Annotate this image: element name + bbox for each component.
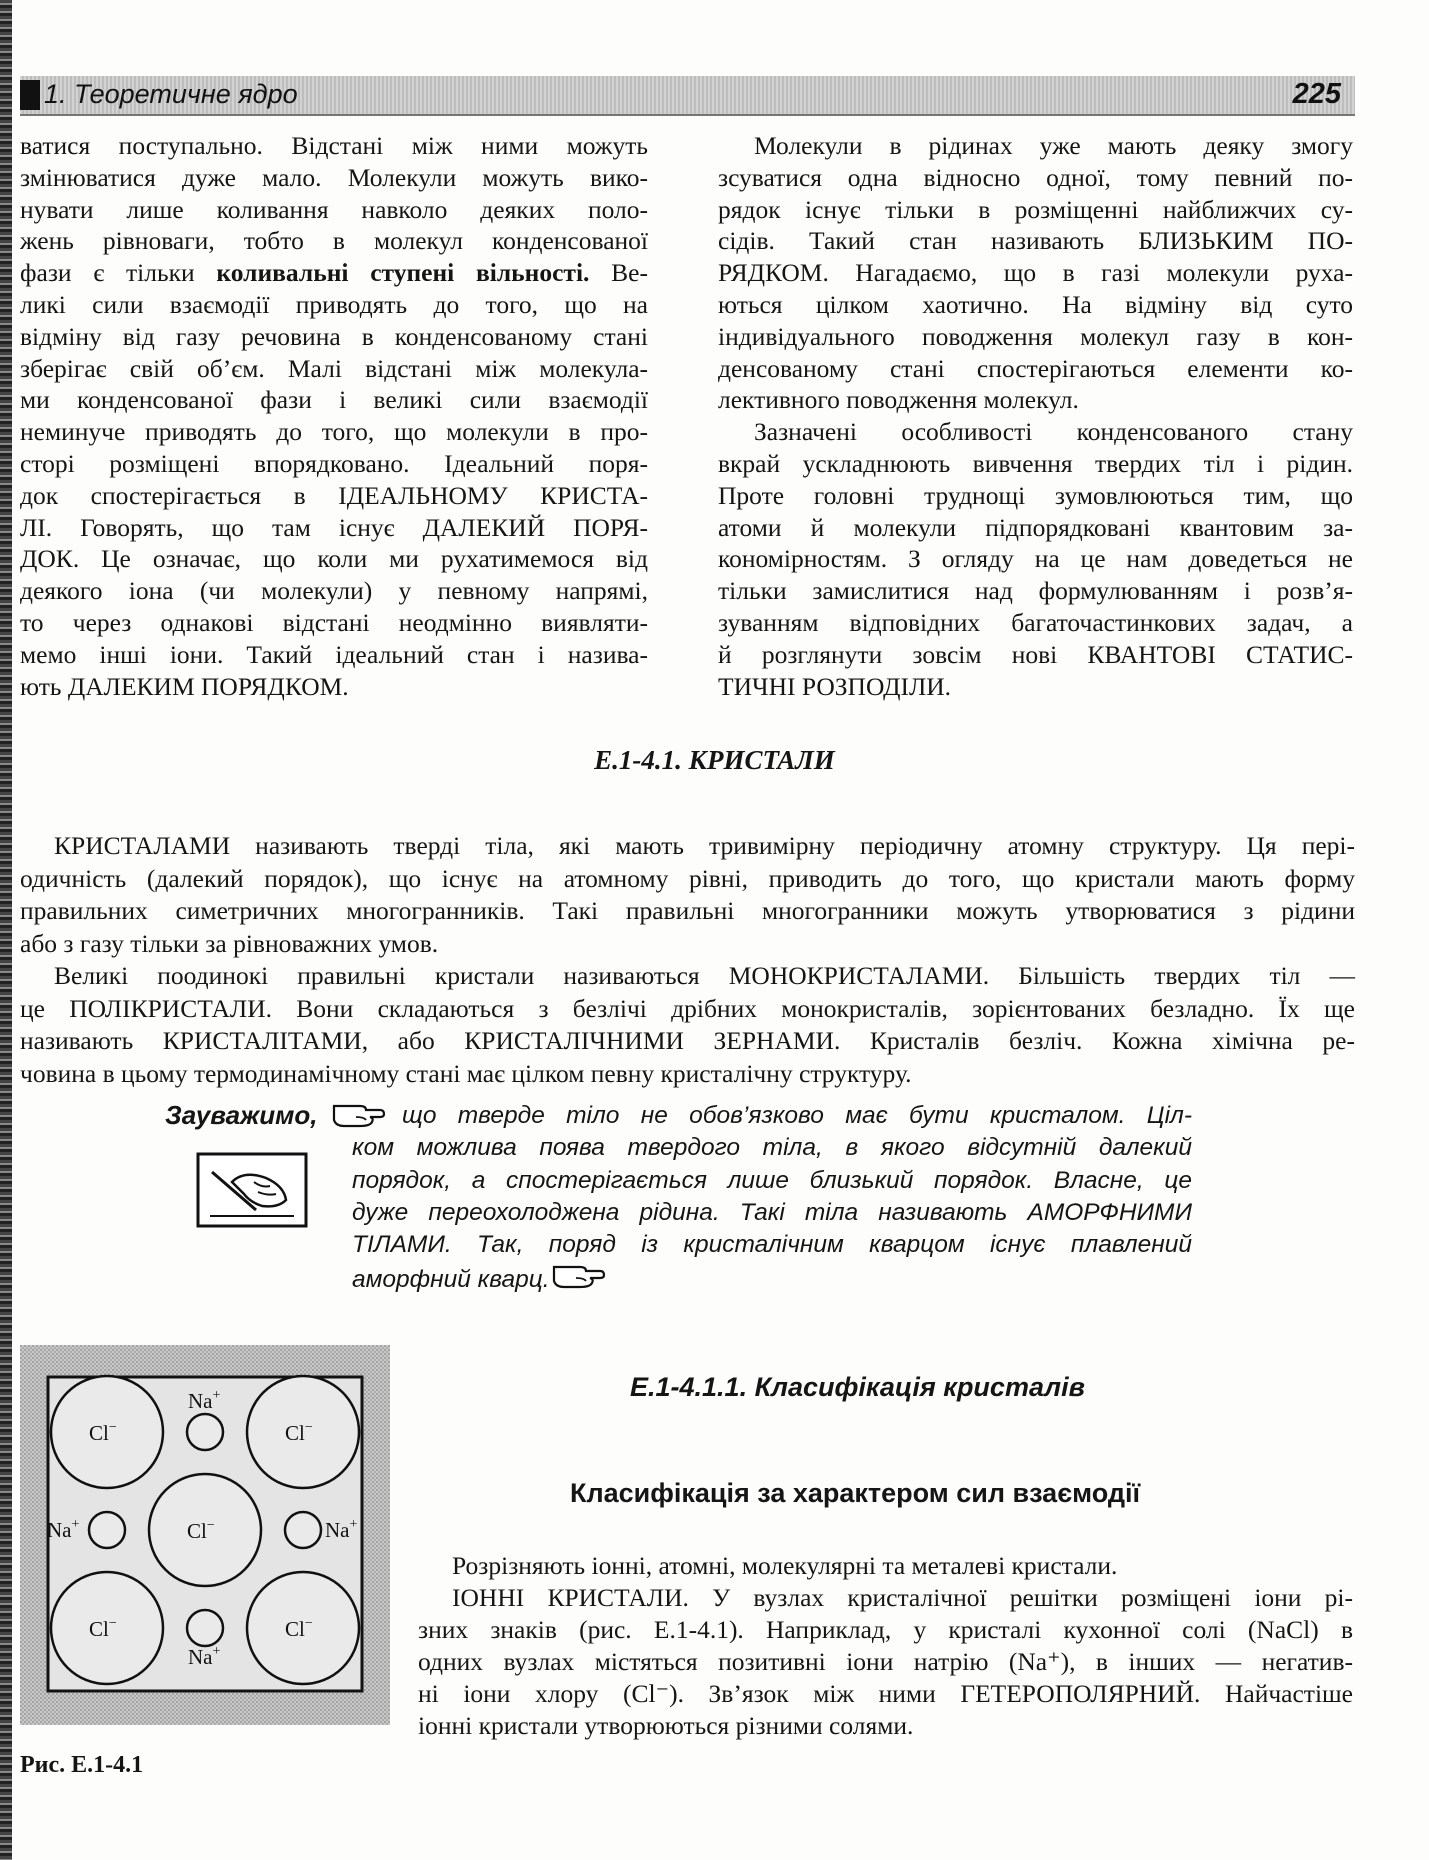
text-line: це ПОЛІКРИСТАЛИ. Вони складаються з безлічі дрібних монокристалів, зорієнтованих безладно. Їх ще xyxy=(20,993,1355,1023)
na-ion-circle xyxy=(89,1512,125,1548)
ion-charge: + xyxy=(212,1644,221,1659)
note-line-text: ТІЛАМИ. Так, поряд із кристалічним кварцом існує плавлений xyxy=(352,1231,1192,1259)
classification-text xyxy=(418,1550,1353,1742)
text-line: ні іони хлору (Cl⁻). Зв’язок між ними ГЕТЕРОПОЛЯРНИЙ. Найчастіше xyxy=(418,1679,1353,1708)
note-line xyxy=(352,1229,1192,1261)
text-line: тільки замислитися над формулюванням і розв’я- xyxy=(718,576,1353,606)
text-line: зних знаків (рис. Е.1-4.1). Наприклад, у кристалі кухонної солі (NaCl) в xyxy=(418,1615,1353,1644)
ion-symbol: Cl xyxy=(89,1421,109,1445)
ion-charge: − xyxy=(206,1518,215,1533)
text-run: ЛІ. Говорять, що там існує ДАЛЕКИЙ ПОРЯ- xyxy=(20,512,648,542)
text-run: фази є тільки xyxy=(20,258,217,288)
ion-symbol: Cl xyxy=(285,1421,305,1445)
na-ion-circle xyxy=(187,1414,223,1450)
text-line: Проте головні труднощі зумовлюються тим, що xyxy=(718,480,1353,510)
text-line xyxy=(20,671,648,703)
text-line xyxy=(20,416,648,448)
text-line xyxy=(20,353,648,385)
note-line-text: аморфний кварц. xyxy=(352,1266,550,1294)
text-line: рядок існує тільки в розміщенні найближчих су- xyxy=(718,194,1353,224)
bold-term: коливальні ступені вільності. xyxy=(216,258,590,288)
text-run: неминуче приводять до того, що молекули в про- xyxy=(20,417,648,447)
text-line: одних вузлах містяться позитивні іони натрію (Na⁺), в інших — негатив- xyxy=(418,1647,1353,1676)
running-header xyxy=(20,76,1355,116)
text-line: РЯДКОМ. Нагадаємо, що в газі молекули руха- xyxy=(718,258,1353,288)
nacl-figure xyxy=(20,1345,390,1725)
ion-symbol: Na xyxy=(47,1518,72,1542)
text-line xyxy=(20,448,648,480)
crystal-paragraphs xyxy=(20,830,1355,1090)
right-column xyxy=(718,130,1353,702)
text-line: вкрай ускладнюють вивчення твердих тіл і рідин. xyxy=(718,448,1353,478)
text-run: мемо інші іони. Такий ідеальний стан і назива- xyxy=(20,639,648,669)
text-run: док спостерігається в ІДЕАЛЬНОМУ КРИСТА- xyxy=(20,480,648,510)
ion-charge: − xyxy=(304,1616,313,1631)
text-line: атоми й молекули підпорядковані квантовим за- xyxy=(718,512,1353,542)
left-column xyxy=(20,130,648,702)
text-line: зсуватися одна відносно одної, тому певний по- xyxy=(718,162,1353,192)
ion-charge: + xyxy=(212,1388,221,1403)
note-line xyxy=(352,1100,1192,1132)
text-line: Великі поодинокі правильні кристали називаються МОНОКРИСТАЛАМИ. Більшість твердих тіл — xyxy=(54,961,1355,990)
text-line: одичність (далекий порядок), що існує на атомному рівні, приводить до того, що кристали мають форму xyxy=(20,863,1355,893)
note-line xyxy=(352,1132,1192,1164)
text-line xyxy=(20,130,648,162)
pointing-hand-icon xyxy=(550,1261,608,1300)
ion-symbol: Na xyxy=(325,1518,350,1542)
note-line-text: дуже переохолоджена рідина. Такі тіла називають АМОРФНИМИ xyxy=(352,1198,1192,1226)
note-line xyxy=(352,1165,1192,1197)
text-line: зуванням відповідних багаточастинкових задач, а xyxy=(718,607,1353,637)
text-run: ють ДАЛЕКИМ ПОРЯДКОМ. xyxy=(20,671,349,701)
ion-symbol: Cl xyxy=(187,1519,207,1543)
text-line: ІОННІ КРИСТАЛИ. У вузлах кристалічної решітки розміщені іони рі- xyxy=(452,1583,1353,1612)
text-line: Розрізняють іонні, атомні, молекулярні та металеві кристали. xyxy=(452,1551,1118,1580)
text-line: Зазначені особливості конденсованого стану xyxy=(754,417,1353,447)
ion-symbol: Na xyxy=(188,1645,213,1669)
text-line: називають КРИСТАЛІТАМИ, або КРИСТАЛІЧНИМИ ЗЕРНАМИ. Кристалів безліч. Кожна хімічна ре- xyxy=(20,1026,1355,1055)
text-line: ТИЧНІ РОЗПОДІЛИ. xyxy=(718,671,952,701)
ion-symbol: Na xyxy=(188,1389,213,1413)
text-line: правильних симетричних многогранників. Такі правильні многогранники можуть утворюватися з рідини xyxy=(20,896,1355,925)
text-line xyxy=(20,225,648,257)
text-line xyxy=(20,194,648,226)
text-run: жень рівноваги, тобто в молекул конденсованої xyxy=(20,226,648,256)
ion-charge: − xyxy=(304,1420,313,1435)
subsection-heading: Е.1-4.1.1. Класифікація кристалів xyxy=(630,1372,1085,1402)
note-text xyxy=(352,1100,1192,1301)
ion-symbol: Cl xyxy=(285,1617,305,1641)
writing-hand-icon xyxy=(196,1152,308,1233)
text-line: індивідуального поводження молекул газу в кон- xyxy=(718,321,1353,351)
text-run: відміну від газу речовина в конденсованому стані xyxy=(20,321,648,351)
text-line: човина в цьому термодинамічному стані має цілком певну кристалічну структуру. xyxy=(20,1058,912,1088)
section-heading: Е.1-4.1. КРИСТАЛИ xyxy=(594,745,835,775)
text-line: Молекули в рідинах уже мають деяку змогу xyxy=(754,131,1353,160)
text-run: зберігає свій об’єм. Малі відстані між молекула- xyxy=(20,353,648,383)
text-line xyxy=(20,607,648,639)
text-run: ватися поступально. Відстані між ними можуть xyxy=(20,131,648,160)
note-line xyxy=(352,1261,1192,1300)
ion-charge: − xyxy=(108,1420,117,1435)
ion-charge: − xyxy=(108,1616,117,1631)
text-line: лективного поводження молекул. xyxy=(718,385,1079,415)
figure-caption: Рис. Е.1-4.1 xyxy=(20,1752,144,1778)
ion-charge: + xyxy=(71,1517,80,1532)
text-line: кономірностям. З огляду на це нам доведеться не xyxy=(718,544,1353,574)
text-line: й розглянути зовсім нові КВАНТОВІ СТАТИС- xyxy=(718,639,1353,669)
note-line-text: ком можлива поява твердого тіла, в якого відсутній далекий xyxy=(352,1134,1192,1162)
text-line: денсованому стані спостерігаються елементи ко- xyxy=(718,353,1353,383)
na-ion-circle xyxy=(285,1512,321,1548)
text-line xyxy=(20,512,648,544)
header-section-title: 1. Теоретичне ядро xyxy=(44,79,298,109)
text-line xyxy=(20,384,648,416)
text-line xyxy=(20,575,648,607)
text-line xyxy=(20,639,648,671)
text-run: деякого іона (чи молекули) у певному напрямі, xyxy=(20,576,648,606)
text-run: ликі сили взаємодії приводять до того, що на xyxy=(20,289,648,319)
text-line xyxy=(20,321,648,353)
text-run: нувати лише коливання навколо деяких поло- xyxy=(20,194,648,224)
note-line-text: що тверде тіло не обов’язково має бути кристалом. Ціл- xyxy=(402,1102,1192,1129)
text-line xyxy=(20,289,648,321)
note-line xyxy=(352,1197,1192,1229)
text-run: Ве- xyxy=(589,258,648,288)
text-run: то через однакові відстані неодмінно виявляти- xyxy=(20,607,648,637)
note-label: Зауважимо, xyxy=(165,1100,318,1130)
text-line xyxy=(20,257,648,289)
ion-charge: + xyxy=(349,1517,358,1532)
pointing-hand-icon xyxy=(330,1100,388,1139)
header-edge-mark xyxy=(20,80,40,110)
text-run: сторі розміщені впорядковано. Ідеальний поря- xyxy=(20,448,648,478)
text-line: ються цілком хаотично. На відміну від суто xyxy=(718,289,1353,319)
text-line xyxy=(20,480,648,512)
subsubsection-heading: Класифікація за характером сил взаємодії xyxy=(570,1478,1141,1508)
text-line: іонні кристали утворюються різними солями. xyxy=(418,1711,914,1740)
text-run: змінюватися дуже мало. Молекули можуть вико- xyxy=(20,162,648,192)
text-line: або з газу тільки за рівноважних умов. xyxy=(20,928,439,958)
ion-symbol: Cl xyxy=(89,1617,109,1641)
page-number: 225 xyxy=(1292,78,1341,110)
text-line xyxy=(20,162,648,194)
note-line-text: порядок, а спостерігається лише близький порядок. Власне, це xyxy=(352,1166,1192,1194)
na-ion-circle xyxy=(187,1610,223,1646)
text-line: сідів. Такий стан називають БЛИЗЬКИМ ПО- xyxy=(718,226,1353,256)
scan-edge xyxy=(0,0,12,1860)
text-run: ми конденсованої фази і великі сили взаємодії xyxy=(20,385,648,415)
text-line xyxy=(20,543,648,575)
text-run: ДОК. Це означає, що коли ми рухатимемося від xyxy=(20,544,648,574)
text-line: КРИСТАЛАМИ називають тверді тіла, які мають тривимірну періодичну атомну структуру. Ця пері- xyxy=(54,831,1355,860)
